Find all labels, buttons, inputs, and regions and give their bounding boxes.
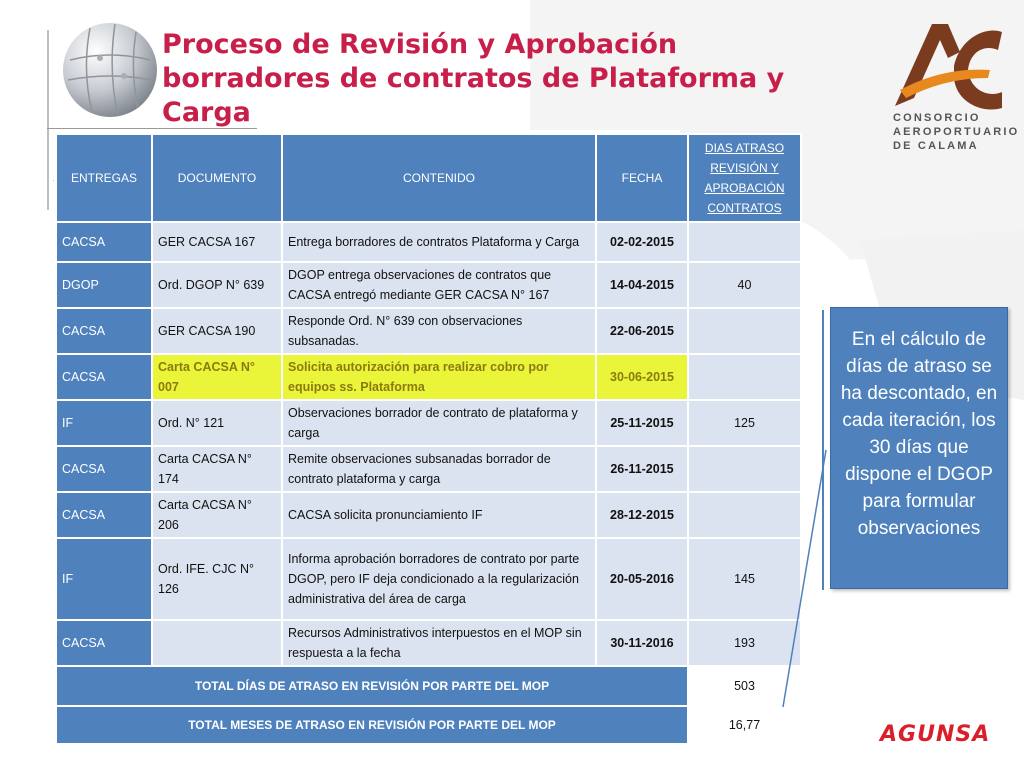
table-row <box>56 538 801 620</box>
contracts-table <box>55 133 802 745</box>
table-row <box>56 222 801 262</box>
total-months-row <box>56 706 801 744</box>
header-fecha: FECHA <box>596 134 688 222</box>
cell-dias: 145 <box>688 538 801 620</box>
total-days-value: 503 <box>688 666 801 706</box>
total-days-label: TOTAL DÍAS DE ATRASO EN REVISIÓN POR PARTE DEL MOP <box>56 666 688 706</box>
cell-contenido: Informa aprobación borradores de contrato por parte DGOP, pero IF deja condicionado a la regularización administrativa del área de carga <box>282 538 596 620</box>
cell-documento: Ord. DGOP N° 639 <box>152 262 282 308</box>
cell-contenido: Remite observaciones subsanadas borrador de contrato plataforma y carga <box>282 446 596 492</box>
cell-fecha: 02-02-2015 <box>596 222 688 262</box>
cell-dias <box>688 354 801 400</box>
cell-fecha: 26-11-2015 <box>596 446 688 492</box>
cell-contenido: Entrega borradores de contratos Plataforma y Carga <box>282 222 596 262</box>
cell-entregas: CACSA <box>56 222 152 262</box>
logo-line-2: AEROPORTUARIO <box>893 126 1020 138</box>
cell-fecha: 28-12-2015 <box>596 492 688 538</box>
table-row <box>56 262 801 308</box>
cell-documento: Carta CACSA N° 206 <box>152 492 282 538</box>
cell-entregas: DGOP <box>56 262 152 308</box>
cell-dias <box>688 308 801 354</box>
cell-documento: Carta CACSA N° 174 <box>152 446 282 492</box>
page-title: Proceso de Revisión y Aprobación borradores de contratos de Plataforma y Carga <box>162 29 785 128</box>
cell-contenido: Responde Ord. N° 639 con observaciones subsanadas. <box>282 308 596 354</box>
total-months-value: 16,77 <box>688 706 801 744</box>
cell-documento: GER CACSA 167 <box>152 222 282 262</box>
table-row <box>56 446 801 492</box>
cell-documento: Ord. IFE. CJC N° 126 <box>152 538 282 620</box>
cell-fecha: 22-06-2015 <box>596 308 688 354</box>
cell-entregas: CACSA <box>56 492 152 538</box>
cell-contenido: Recursos Administrativos interpuestos en el MOP sin respuesta a la fecha <box>282 620 596 666</box>
cell-entregas: IF <box>56 400 152 446</box>
note-callout: En el cálculo de días de atraso se ha descontado, en cada iteración, los 30 días que dispone el DGOP para formular observaciones <box>830 307 1008 589</box>
agunsa-logo: AGUNSA <box>880 722 991 747</box>
cell-fecha: 30-11-2016 <box>596 620 688 666</box>
table-row <box>56 492 801 538</box>
cell-entregas: CACSA <box>56 354 152 400</box>
logo-line-3: DE CALAMA <box>893 140 979 152</box>
total-days-row <box>56 666 801 706</box>
cell-contenido: Observaciones borrador de contrato de plataforma y carga <box>282 400 596 446</box>
cell-entregas: IF <box>56 538 152 620</box>
table-header-row <box>56 134 801 222</box>
cacsa-logo-icon <box>890 18 1005 110</box>
logo-line-1: CONSORCIO <box>893 112 981 124</box>
cell-fecha: 14-04-2015 <box>596 262 688 308</box>
table-row <box>56 308 801 354</box>
table-row <box>56 620 801 666</box>
puzzle-globe-icon <box>60 20 160 120</box>
title-vertical-rule <box>47 30 49 210</box>
cell-documento: Carta CACSA N° 007 <box>152 354 282 400</box>
cell-dias <box>688 446 801 492</box>
cell-entregas: CACSA <box>56 446 152 492</box>
cell-dias <box>688 492 801 538</box>
cell-fecha: 25-11-2015 <box>596 400 688 446</box>
table-row-highlighted <box>56 354 801 400</box>
cell-documento <box>152 620 282 666</box>
cell-documento: GER CACSA 190 <box>152 308 282 354</box>
cell-contenido: Solicita autorización para realizar cobro por equipos ss. Plataforma <box>282 354 596 400</box>
callout-accent-bar <box>822 310 824 590</box>
cell-contenido: CACSA solicita pronunciamiento IF <box>282 492 596 538</box>
cell-entregas: CACSA <box>56 308 152 354</box>
cell-dias <box>688 222 801 262</box>
bullet-marker: · <box>52 176 55 185</box>
cell-contenido: DGOP entrega observaciones de contratos que CACSA entregó mediante GER CACSA N° 167 <box>282 262 596 308</box>
cacsa-logo-text <box>893 111 1020 153</box>
header-dias-atraso: DIAS ATRASO REVISIÓN Y APROBACIÓN CONTRATOS <box>688 134 801 222</box>
cell-dias: 193 <box>688 620 801 666</box>
table-row <box>56 400 801 446</box>
header-entregas: ENTREGAS <box>56 134 152 222</box>
cell-dias: 125 <box>688 400 801 446</box>
cell-fecha: 20-05-2016 <box>596 538 688 620</box>
cell-documento: Ord. N° 121 <box>152 400 282 446</box>
cell-dias: 40 <box>688 262 801 308</box>
total-months-label: TOTAL MESES DE ATRASO EN REVISIÓN POR PARTE DEL MOP <box>56 706 688 744</box>
cell-fecha: 30-06-2015 <box>596 354 688 400</box>
header-contenido: CONTENIDO <box>282 134 596 222</box>
header-documento: DOCUMENTO <box>152 134 282 222</box>
cell-entregas: CACSA <box>56 620 152 666</box>
